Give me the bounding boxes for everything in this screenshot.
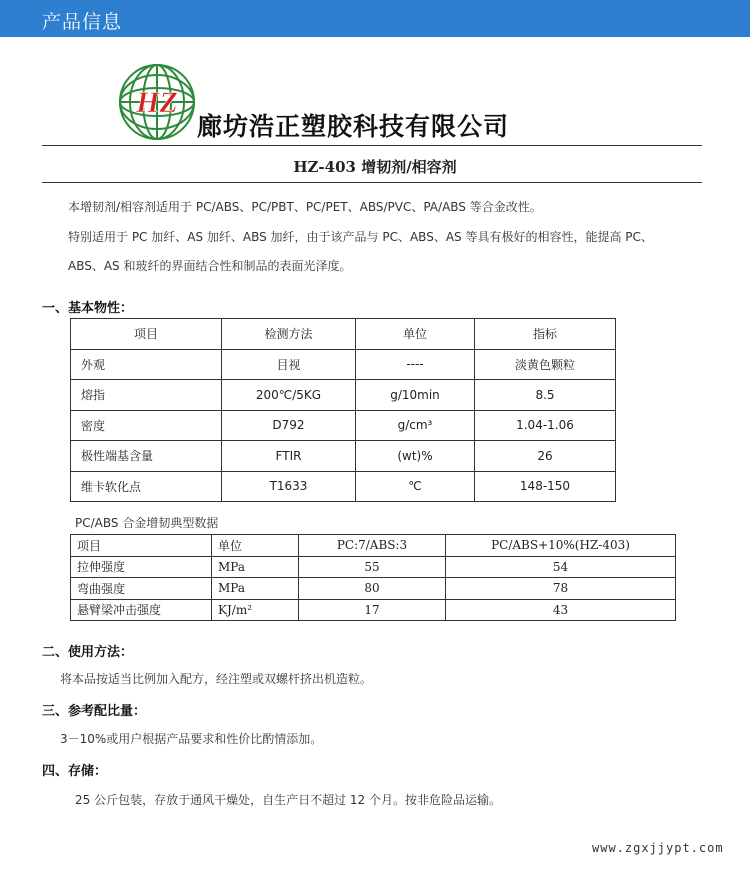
table-row bbox=[71, 380, 616, 411]
table-cell: 拉伸强度 bbox=[71, 556, 212, 578]
table-cell: T1633 bbox=[222, 471, 356, 502]
table-cell: ℃ bbox=[356, 471, 475, 502]
table-row bbox=[71, 410, 616, 441]
table-cell: 淡黄色颗粒 bbox=[475, 349, 616, 380]
section-storage-text: 25 公斤包装，存放于通风干燥处，自生产日不超过 12 个月。按非危险品运输。 bbox=[75, 793, 501, 807]
section-storage-title: 四、存储： bbox=[42, 764, 108, 779]
intro-line-3: ABS、AS 和玻纤的界面结合性和制品的表面光泽度。 bbox=[68, 259, 352, 273]
table-header-cell: 单位 bbox=[356, 319, 475, 350]
section-basic-properties-title: 一、基本物性： bbox=[42, 301, 134, 316]
table-cell: 55 bbox=[299, 556, 446, 578]
table-header-row bbox=[71, 319, 616, 350]
table-cell: 密度 bbox=[71, 410, 222, 441]
document-title: HZ-403 增韧剂/相容剂 bbox=[293, 158, 457, 176]
alloy-toughening-table bbox=[70, 534, 676, 621]
table-row bbox=[71, 441, 616, 472]
intro-line-1: 本增韧剂/相容剂适用于 PC/ABS、PC/PBT、PC/PET、ABS/PVC、PA/ABS 等合金改性。 bbox=[68, 200, 542, 214]
table-cell: 54 bbox=[446, 556, 676, 578]
table-cell: g/cm³ bbox=[356, 410, 475, 441]
table-cell: MPa bbox=[212, 578, 299, 600]
table-header-cell: PC/ABS+10%(HZ-403) bbox=[446, 535, 676, 557]
table-cell: D792 bbox=[222, 410, 356, 441]
title-rule-bottom bbox=[42, 182, 702, 183]
basic-properties-table bbox=[70, 318, 616, 502]
company-name: 廊坊浩正塑胶科技有限公司 bbox=[197, 112, 510, 141]
table-cell: MPa bbox=[212, 556, 299, 578]
table-cell: ---- bbox=[356, 349, 475, 380]
table-cell: 80 bbox=[299, 578, 446, 600]
table-cell: 78 bbox=[446, 578, 676, 600]
watermark: www.zgxjjypt.com bbox=[592, 841, 724, 855]
table-header-cell: 单位 bbox=[212, 535, 299, 557]
table-cell: 17 bbox=[299, 599, 446, 621]
table-cell: 1.04-1.06 bbox=[475, 410, 616, 441]
table-cell: 悬臂梁冲击强度 bbox=[71, 599, 212, 621]
table-row bbox=[71, 556, 676, 578]
table-cell: 弯曲强度 bbox=[71, 578, 212, 600]
table-row bbox=[71, 349, 616, 380]
table-cell: 熔指 bbox=[71, 380, 222, 411]
table-cell: 目视 bbox=[222, 349, 356, 380]
intro-line-2: 特别适用于 PC 加纤、AS 加纤、ABS 加纤，由于该产品与 PC、ABS、AS 等具有极好的相容性，能提高 PC、 bbox=[68, 230, 653, 244]
table-cell: (wt)% bbox=[356, 441, 475, 472]
table-row bbox=[71, 599, 676, 621]
section-usage-title: 二、使用方法： bbox=[42, 645, 134, 660]
table-cell: g/10min bbox=[356, 380, 475, 411]
table-cell: 8.5 bbox=[475, 380, 616, 411]
table-header-cell: 指标 bbox=[475, 319, 616, 350]
table-cell: 43 bbox=[446, 599, 676, 621]
header-bar bbox=[0, 0, 750, 37]
table2-caption: PC/ABS 合金增韧典型数据 bbox=[75, 516, 219, 530]
table-header-cell: 项目 bbox=[71, 319, 222, 350]
section-usage-text: 将本品按适当比例加入配方，经注塑或双螺杆挤出机造粒。 bbox=[60, 672, 373, 686]
table-header-cell: PC:7/ABS:3 bbox=[299, 535, 446, 557]
header-title: 产品信息 bbox=[42, 11, 123, 33]
table-header-cell: 项目 bbox=[71, 535, 212, 557]
logo-text: HZ bbox=[136, 86, 178, 119]
table-cell: 200℃/5KG bbox=[222, 380, 356, 411]
table-cell: 148-150 bbox=[475, 471, 616, 502]
table-cell: 外观 bbox=[71, 349, 222, 380]
table-row bbox=[71, 471, 616, 502]
section-dosage-text: 3－10%或用户根据产品要求和性价比酌情添加。 bbox=[60, 732, 323, 746]
table-header-row bbox=[71, 535, 676, 557]
table-header-cell: 检测方法 bbox=[222, 319, 356, 350]
company-logo-icon bbox=[117, 62, 197, 142]
table-cell: 维卡软化点 bbox=[71, 471, 222, 502]
title-rule-top bbox=[42, 145, 702, 146]
table-cell: 极性端基含量 bbox=[71, 441, 222, 472]
table-cell: FTIR bbox=[222, 441, 356, 472]
table-cell: 26 bbox=[475, 441, 616, 472]
section-dosage-title: 三、参考配比量： bbox=[42, 704, 147, 719]
table-cell: KJ/m² bbox=[212, 599, 299, 621]
table-row bbox=[71, 578, 676, 600]
